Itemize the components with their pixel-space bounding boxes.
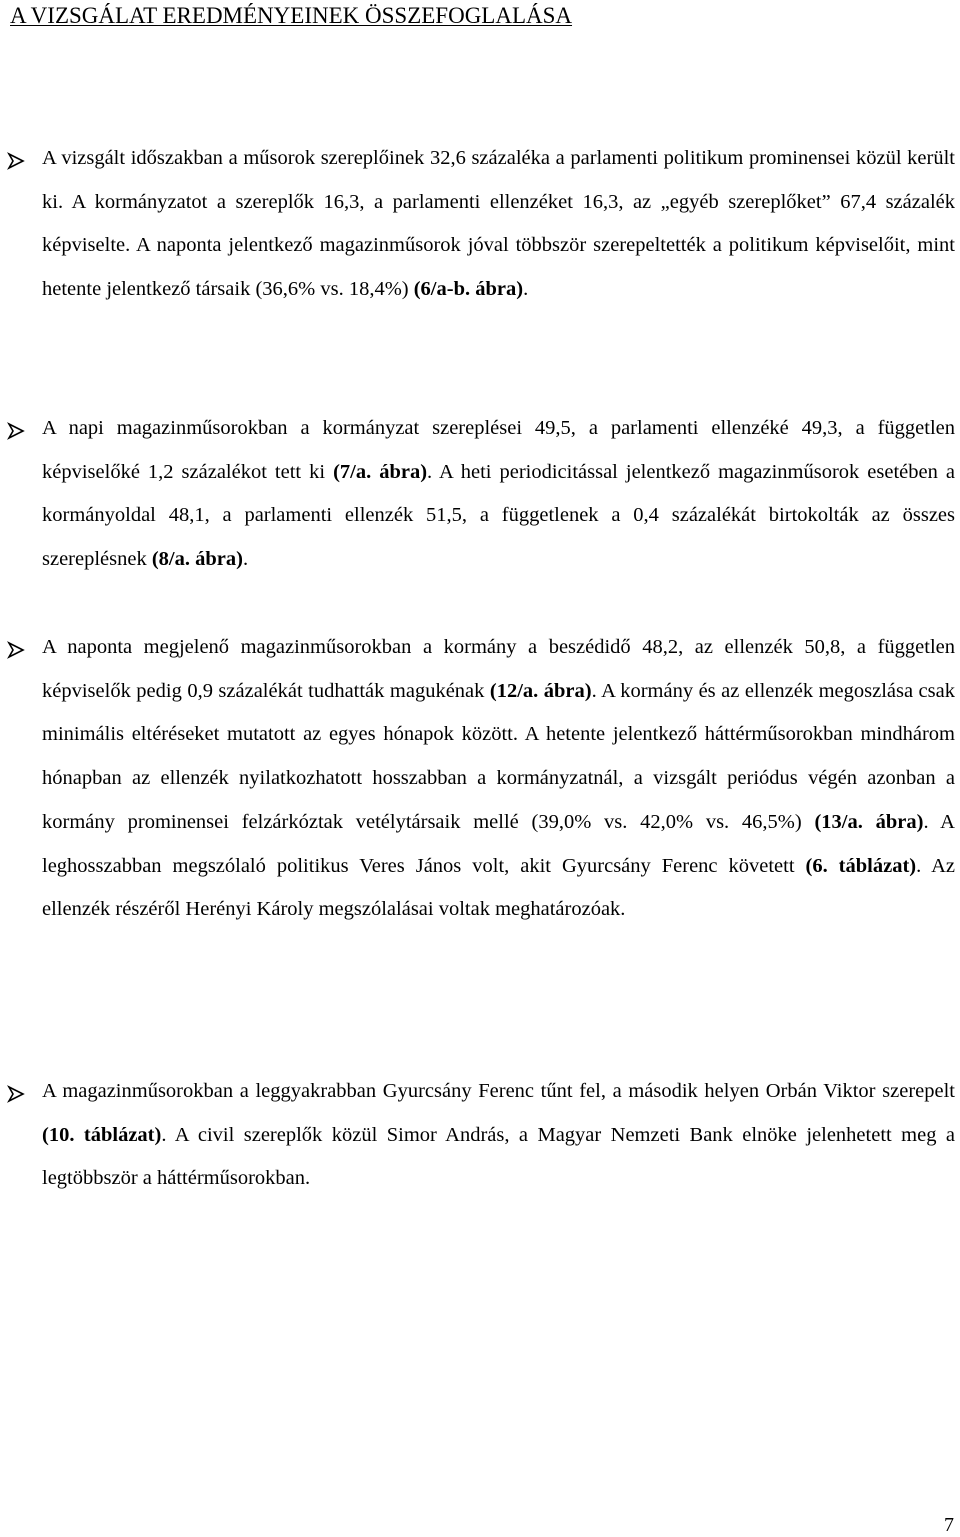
paragraph-text: . A civil szereplők közül Simor András, a Magyar Nemzeti Bank elnöke jelenhetett meg a legtöbbször a háttérműsorokban. [42, 1123, 955, 1190]
summary-paragraph [42, 137, 955, 312]
figure-reference: (6/a-b. ábra) [413, 278, 524, 301]
paragraph-text: A naponta megjelenő magazinműsorokban a kormány a beszédidő 48,2, az ellenzék 50,8, a független képviselők pedig 0,9 százalékát tudhatták magukénak [42, 636, 955, 702]
summary-paragraph [42, 626, 955, 932]
paragraph-text: . Az ellenzék részéről Herényi Károly megszólalásai voltak meghatározóak. [42, 854, 955, 921]
figure-reference: (8/a. ábra) [151, 548, 243, 571]
figure-reference: (10. táblázat) [42, 1123, 162, 1146]
paragraph-text: A napi magazinműsorokban a kormányzat szereplései 49,5, a parlamenti ellenzéké 49,3, a független képviselőké 1,2 százalékot tett ki [42, 417, 955, 483]
arrowhead-bullet-icon [7, 641, 25, 659]
summary-paragraph [42, 407, 955, 582]
figure-reference: (12/a. ábra) [489, 679, 592, 702]
paragraph-text: . A leghosszabban megszólaló politikus Veres János volt, akit Gyurcsány Ferenc követett [42, 810, 955, 877]
page-number: 7 [944, 1514, 954, 1536]
figure-reference: (7/a. ábra) [333, 460, 428, 483]
paragraph-text: A vizsgált időszakban a műsorok szereplőinek 32,6 százaléka a parlamenti politikum prominensei közül került ki. A kormányzatot a szereplők 16,3, a parlamenti ellenzéket 16,3, az „egyéb szereplőket” 67,4 százalék képviselte. A naponta jelentkező magazinműsorok jóval többször szerepeltették a politikum képviselőit, mint hetente jelentkező társaik (36,6% vs. 18,4%) [42, 147, 955, 301]
paragraph-text: A magazinműsorokban a leggyakrabban Gyurcsány Ferenc tűnt fel, a második helyen Orbán Viktor szerepelt [42, 1080, 955, 1102]
figure-reference: (13/a. ábra) [814, 810, 924, 833]
paragraph-text: . A kormány és az ellenzék megoszlása csak minimális eltéréseket mutatott az egyes hónapok között. A hetente jelentkező háttérműsorokban mindhárom hónapban az ellenzék nyilatkozhatott hosszabban a kormányzatnál, a vizsgált periódus végén azonban a kormány prominensei felzárkóztak vetélytársaik mellé (39,0% vs. 42,0% vs. 46,5%) [42, 679, 955, 833]
paragraph-text: . [523, 278, 529, 301]
arrowhead-bullet-icon [7, 152, 25, 170]
arrowhead-bullet-icon [7, 1085, 25, 1103]
page-title: A VIZSGÁLAT EREDMÉNYEINEK ÖSSZEFOGLALÁSA [10, 3, 573, 28]
figure-reference: (6. táblázat) [805, 854, 917, 877]
paragraph-text: . [242, 548, 249, 571]
paragraph-text: . A heti periodicitással jelentkező magazinműsorok esetében a kormányoldal 48,1, a parlamenti ellenzék 51,5, a függetlenek a 0,4 százalékát birtokolták az összes szereplésnek [42, 460, 955, 571]
summary-paragraph [42, 1070, 955, 1201]
arrowhead-bullet-icon [7, 422, 25, 440]
